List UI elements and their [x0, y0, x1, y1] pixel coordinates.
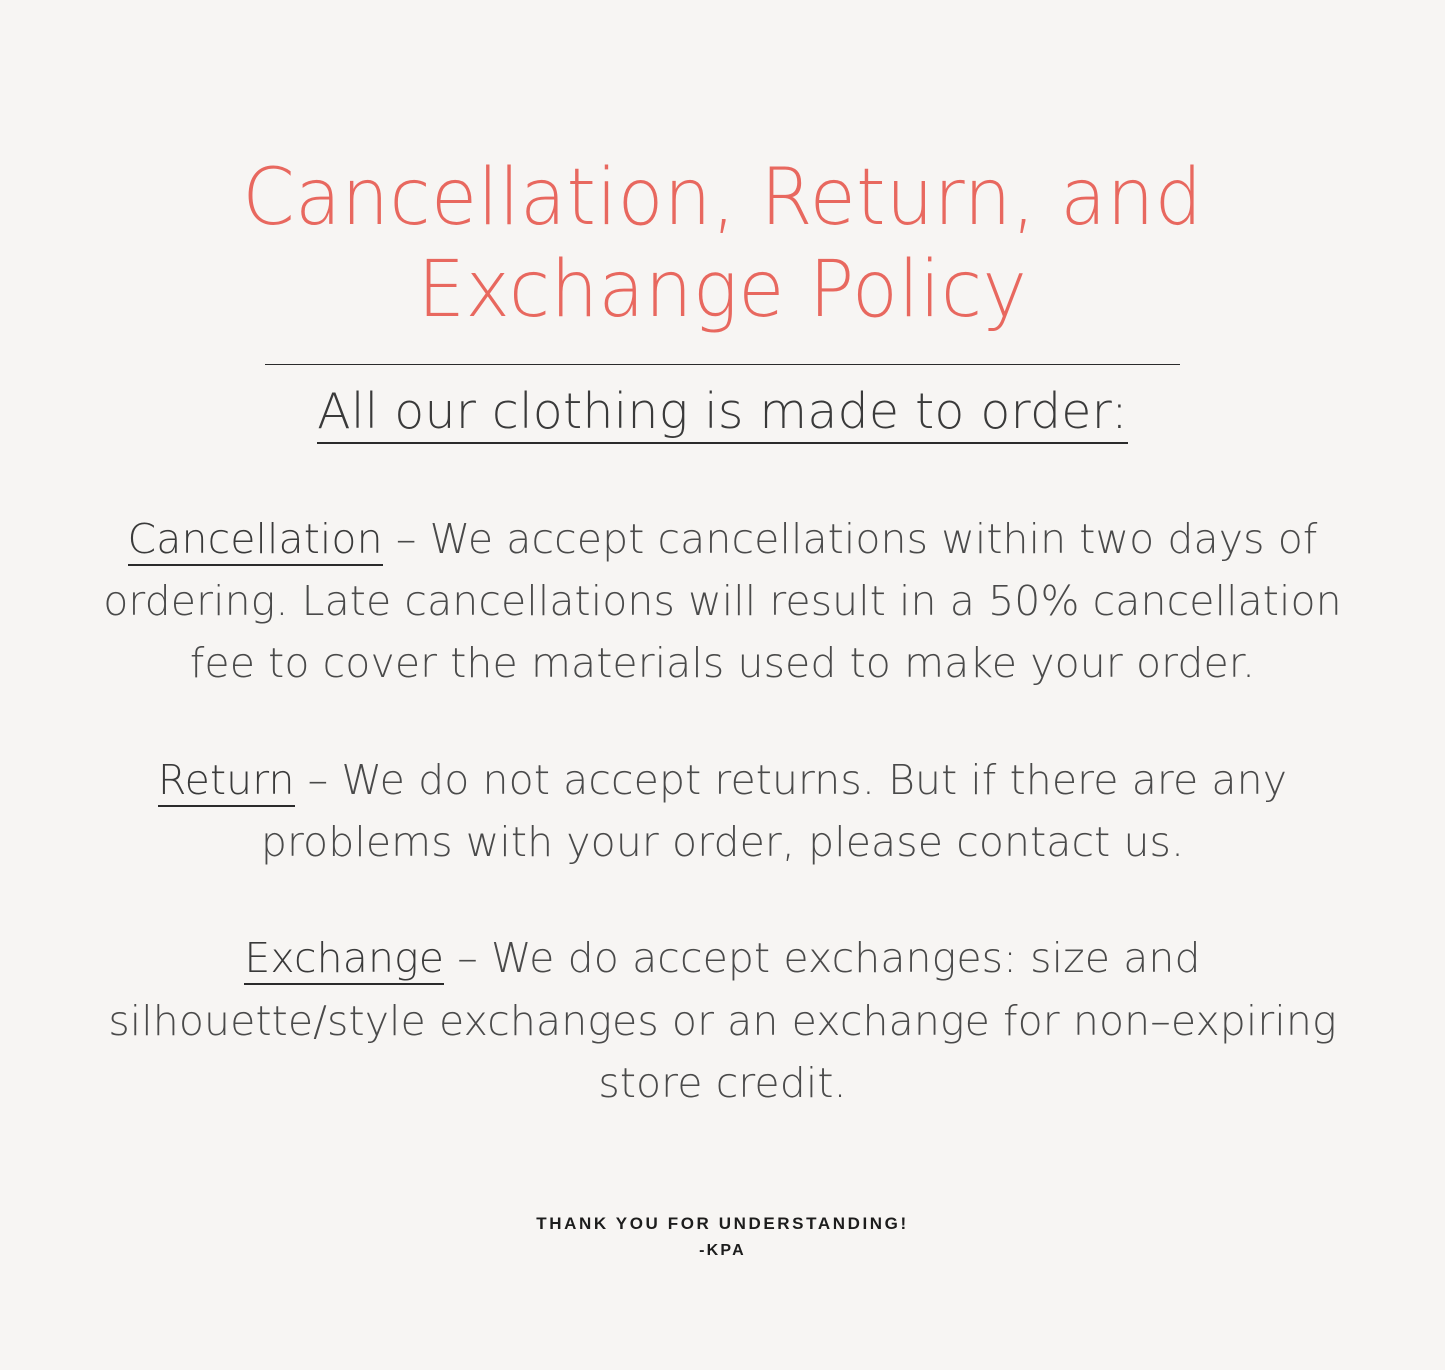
- horizontal-divider: [265, 364, 1180, 365]
- subtitle-text: All our clothing is made to order:: [317, 383, 1128, 444]
- footer-signature: -KPA: [699, 1242, 746, 1259]
- policy-text-cancellation: We accept cancellations within two days of ordering. Late cancellations will result in a 50% cancellation fee to cover the materials used to make your order.: [103, 514, 1342, 688]
- footer-thank-you: THANK YOU FOR UNDERSTANDING!: [536, 1214, 909, 1233]
- subtitle: [0, 383, 1445, 442]
- page-title: Cancellation, Return, and Exchange Policy: [242, 153, 1203, 336]
- policy-term-exchange: Exchange: [244, 934, 444, 985]
- policy-section-exchange: [80, 927, 1365, 1114]
- footer: [0, 1214, 1445, 1260]
- policy-dash-exchange: –: [444, 934, 491, 983]
- policy-term-return: Return: [158, 756, 295, 807]
- policy-dash-cancellation: –: [382, 514, 430, 563]
- policy-text-return: We do not accept returns. But if there are any problems with your order, please contact us.: [260, 755, 1288, 867]
- policy-section-return: [80, 749, 1365, 874]
- title-divider-wrap: [0, 364, 1445, 365]
- policy-section-cancellation: [80, 508, 1365, 695]
- policy-text-exchange: We do accept exchanges: size and silhouette/style exchanges or an exchange for non–expiring store credit.: [108, 934, 1337, 1108]
- policy-dash-return: –: [294, 755, 342, 804]
- policy-body: [0, 508, 1445, 1115]
- policy-term-cancellation: Cancellation: [128, 515, 383, 566]
